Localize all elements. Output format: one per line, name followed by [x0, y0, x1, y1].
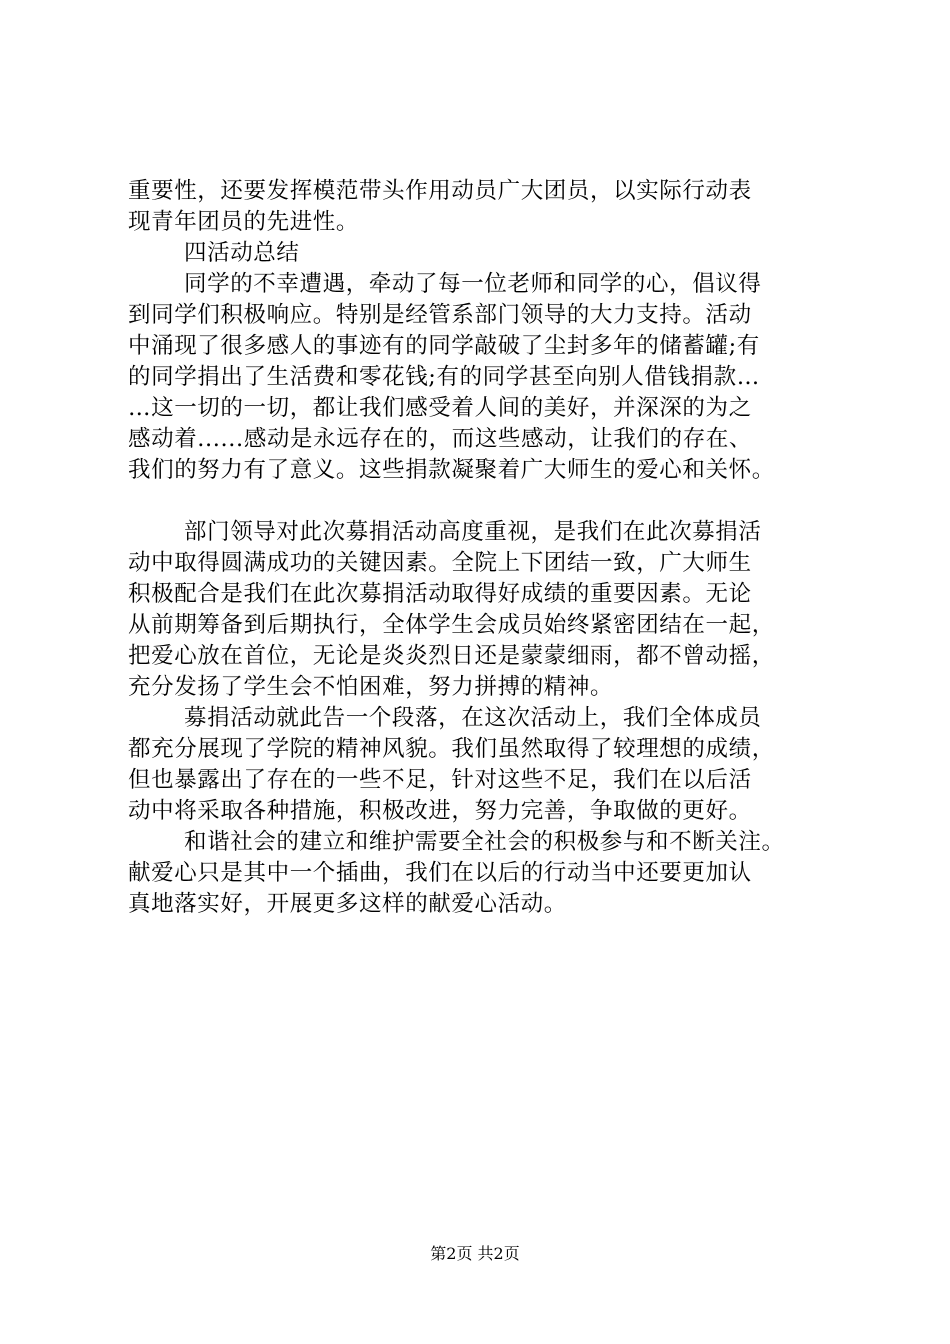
- page-footer: 第2页 共2页: [430, 1244, 520, 1263]
- text-line: 的同学捐出了生活费和零花钱;有的同学甚至向别人借钱捐款…: [128, 364, 760, 390]
- text-line: …这一切的一切，都让我们感受着人间的美好，并深深的为之: [128, 395, 752, 421]
- text-line: 重要性，还要发挥模范带头作用动员广大团员，以实际行动表: [128, 178, 752, 204]
- text-line: 同学的不幸遭遇，牵动了每一位老师和同学的心，倡议得: [184, 271, 762, 297]
- text-line: 动中将采取各种措施，积极改进，努力完善，争取做的更好。: [128, 798, 752, 824]
- text-line: 四活动总结: [184, 240, 300, 266]
- text-line: 现青年团员的先进性。: [128, 209, 360, 235]
- text-line: 真地落实好，开展更多这样的献爱心活动。: [128, 891, 567, 917]
- text-line: 募捐活动就此告一个段落，在这次活动上，我们全体成员: [184, 705, 762, 731]
- text-line: 把爱心放在首位，无论是炎炎烈日还是蒙蒙细雨，都不曾动摇，: [128, 643, 775, 669]
- text-line: 部门领导对此次募捐活动高度重视，是我们在此次募捐活: [184, 519, 762, 545]
- text-line: 但也暴露出了存在的一些不足，针对这些不足，我们在以后活: [128, 767, 752, 793]
- text-line: 都充分展现了学院的精神风貌。我们虽然取得了较理想的成绩，: [128, 736, 775, 762]
- text-line: 感动着......感动是永远存在的，而这些感动，让我们的存在、: [128, 426, 753, 452]
- text-line: 积极配合是我们在此次募捐活动取得好成绩的重要因素。无论: [128, 581, 752, 607]
- text-line: 动中取得圆满成功的关键因素。全院上下团结一致，广大师生: [128, 550, 752, 576]
- paragraph-gap: [128, 486, 850, 517]
- text-line: 中涌现了很多感人的事迹有的同学敲破了尘封多年的储蓄罐;有: [128, 333, 760, 359]
- text-line: 到同学们积极响应。特别是经管系部门领导的大力支持。活动: [128, 302, 752, 328]
- text-line: 献爱心只是其中一个插曲，我们在以后的行动当中还要更加认: [128, 860, 752, 886]
- text-line: 我们的努力有了意义。这些捐款凝聚着广大师生的爱心和关怀。: [128, 457, 775, 483]
- text-line: 充分发扬了学生会不怕困难，努力拼搏的精神。: [128, 674, 614, 700]
- text-line: 和谐社会的建立和维护需要全社会的积极参与和不断关注。: [184, 829, 785, 855]
- text-line: 从前期筹备到后期执行，全体学生会成员始终紧密团结在一起，: [128, 612, 775, 638]
- document-body: [128, 176, 850, 920]
